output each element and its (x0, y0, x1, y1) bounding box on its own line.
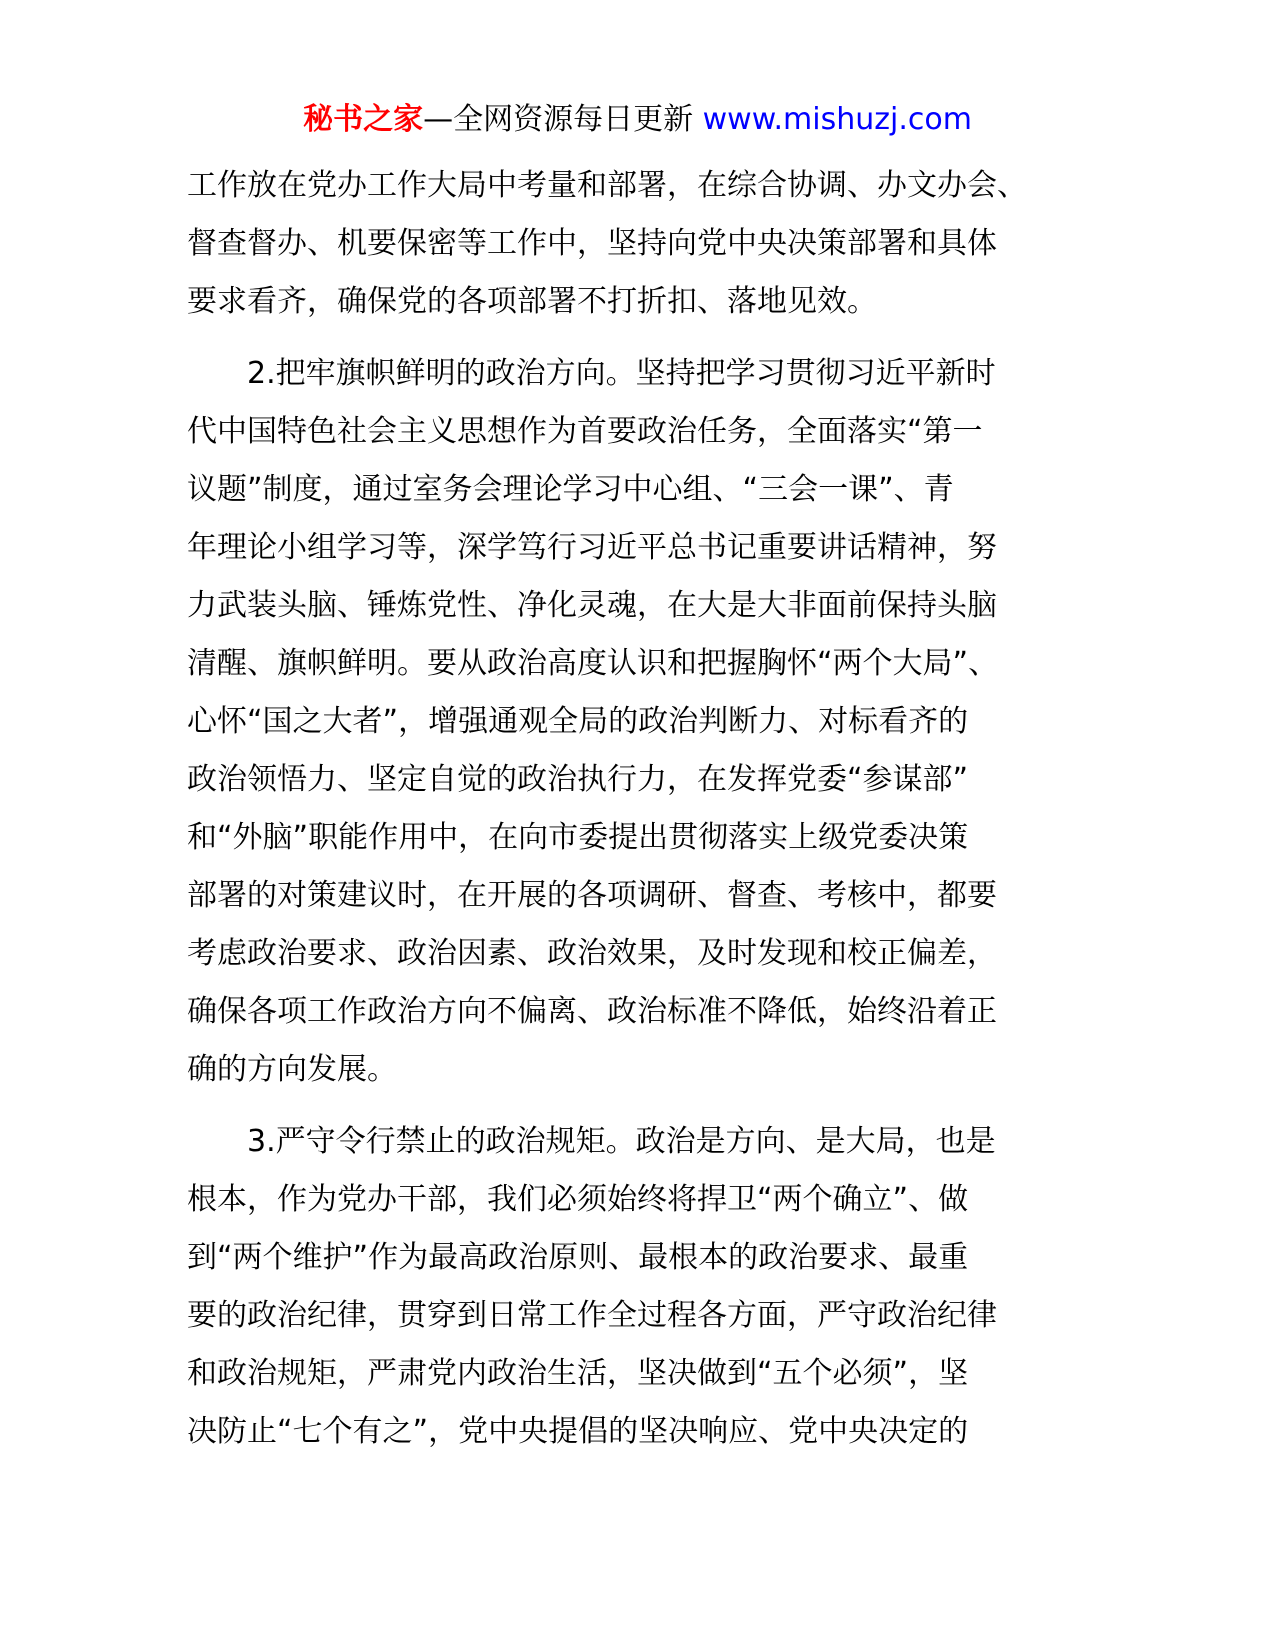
text-line: 部署的对策建议时，在开展的各项调研、督查、考核中，都要 (187, 878, 997, 913)
paragraph-section-3 (187, 1113, 1107, 1461)
text-line: 督查督办、机要保密等工作中，坚持向党中央决策部署和具体 (187, 226, 997, 261)
text-line: 年理论小组学习等，深学笃行习近平总书记重要讲话精神，努 (187, 530, 997, 565)
text-line: 要求看齐，确保党的各项部署不打折扣、落地见效。 (187, 284, 877, 319)
text-line: 决防止“七个有之”，党中央提倡的坚决响应、党中央决定的 (187, 1414, 969, 1449)
paragraph-section-2 (187, 345, 1107, 1099)
brand-name: 秘书之家 (303, 102, 424, 137)
paragraph-continued (187, 157, 1107, 331)
text-line: 议题”制度，通过室务会理论学习中心组、“三会一课”、青 (187, 472, 954, 507)
text-line: 心怀“国之大者”，增强通观全局的政治判断力、对标看齐的 (187, 704, 969, 739)
text-line: 工作放在党办工作大局中考量和部署，在综合协调、办文办会、 (187, 168, 1027, 203)
text-line: 和政治规矩，严肃党内政治生活，坚决做到“五个必须”，坚 (187, 1356, 969, 1391)
site-url-link[interactable]: www.mishuzj.com (702, 102, 972, 137)
text-line: 要的政治纪律，贯穿到日常工作全过程各方面，严守政治纪律 (187, 1298, 997, 1333)
text-line: 清醒、旗帜鲜明。要从政治高度认识和把握胸怀“两个大局”、 (187, 646, 999, 681)
text-line: 和“外脑”职能作用中，在向市委提出贯彻落实上级党委决策 (187, 820, 969, 855)
page-header (0, 100, 1275, 140)
text-line: 考虑政治要求、政治因素、政治效果，及时发现和校正偏差， (187, 936, 997, 971)
text-line: 政治领悟力、坚定自觉的政治执行力，在发挥党委“参谋部” (187, 762, 969, 797)
text-line: 3.严守令行禁止的政治规矩。政治是方向、是大局，也是 (187, 1124, 996, 1159)
header-tagline: —全网资源每日更新 (423, 102, 694, 137)
text-line: 代中国特色社会主义思想作为首要政治任务，全面落实“第一 (187, 414, 983, 449)
text-line: 根本，作为党办干部，我们必须始终将捍卫“两个确立”、做 (187, 1182, 969, 1217)
text-line: 到“两个维护”作为最高政治原则、最根本的政治要求、最重 (187, 1240, 969, 1275)
text-line: 力武装头脑、锤炼党性、净化灵魂，在大是大非面前保持头脑 (187, 588, 997, 623)
text-line: 2.把牢旗帜鲜明的政治方向。坚持把学习贯彻习近平新时 (187, 356, 996, 391)
document-body (187, 157, 1107, 1461)
text-line: 确保各项工作政治方向不偏离、政治标准不降低，始终沿着正 (187, 994, 997, 1029)
text-line: 确的方向发展。 (187, 1052, 397, 1087)
